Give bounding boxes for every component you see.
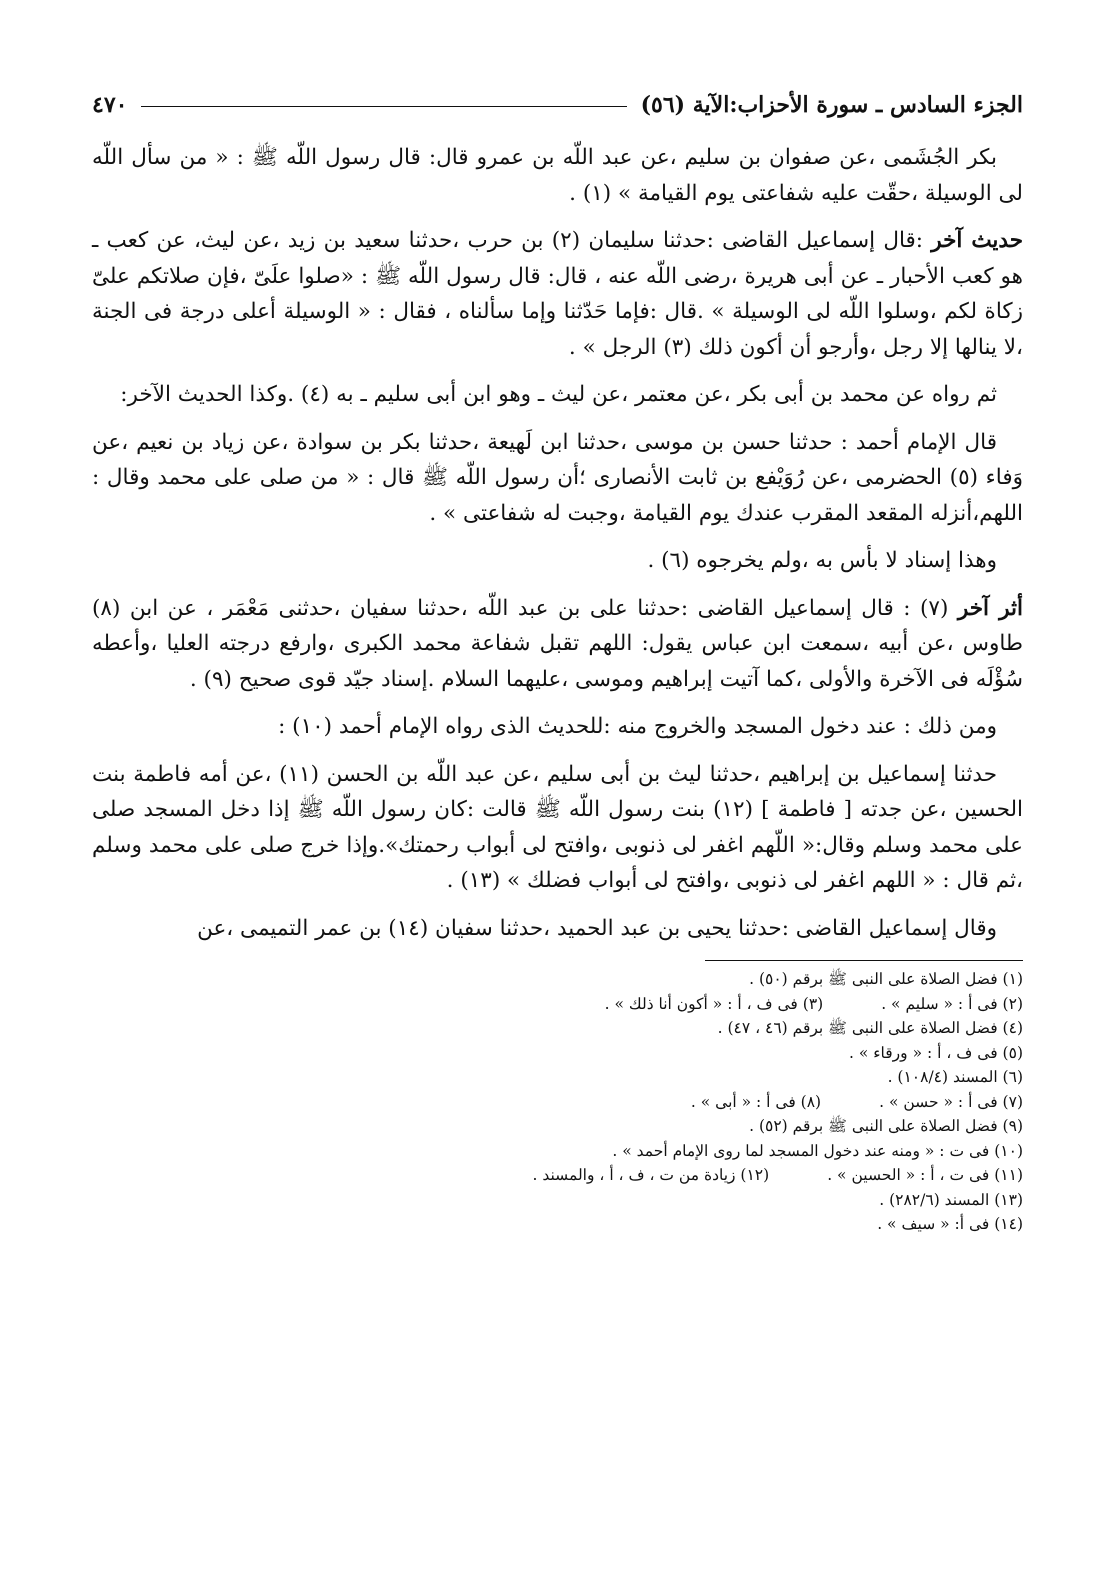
paragraph [92, 140, 1023, 211]
footnote: (١٢) زيادة من ت ، ف ، أ ، والمسند . [532, 1166, 770, 1184]
footnote: (٦) المسند (١٠٨/٤) . [887, 1068, 1023, 1086]
running-header [92, 88, 1023, 122]
footnote-line [92, 1090, 1023, 1115]
footnote: (٤) فضل الصلاة على النبى ﷺ برقم (٤٦ ، ٤٧) . [717, 1019, 1023, 1037]
paragraph-text: (٧) : قال إسماعيل القاضى :حدثنا على بن عبد اللّه ،حدثنا سفيان ،حدثنى مَعْمَر ، عن ابن (٨) طاوس ،عن أبيه ،سمعت ابن عباس يقول: اللهم تقبل شفاعة محمد الكبرى ،وارفع درجته العليا ،وأعطه سُؤْلَه فى الآخرة والأولى ،كما آتيت إبراهيم وموسى ،عليهما السلام .إسناد جيّد قوى صحيح (٩) . [92, 595, 1023, 692]
footnote: (١) فضل الصلاة على النبى ﷺ برقم (٥٠) . [749, 970, 1023, 988]
footnote-line [92, 967, 1023, 992]
footnote: (٧) فى أ : « حسن » . [879, 1092, 1023, 1111]
paragraph-text: :قال إسماعيل القاضى :حدثنا سليمان (٢) بن حرب ،حدثنا سعيد بن زيد ،عن ليث، عن كعب ـ هو كعب الأحبار ـ عن أبى هريرة ،رضى اللّه عنه ، قال: قال رسول اللّه ﷺ : «صلوا علَىّ ،فإن صلاتكم علىّ زكاة لكم ،وسلوا اللّه لى الوسيلة » .قال :فإما حَدّثنا وإما سألناه ، فقال : « الوسيلة أعلى درجة فى الجنة ،لا ينالها إلا رجل ،وأرجو أن أكون ذلك (٣) الرجل » . [92, 228, 1023, 360]
footnote: (١٠) فى ت : « ومنه عند دخول المسجد لما روى الإمام أحمد » . [612, 1141, 1023, 1160]
paragraph [92, 757, 1023, 899]
footnote-line [92, 992, 1023, 1017]
paragraph [92, 425, 1023, 532]
paragraph-lead: حديث آخر [931, 228, 1023, 253]
paragraph-text: ومن ذلك : عند دخول المسجد والخروج منه :للحديث الذى رواه الإمام أحمد (١٠) : [278, 714, 997, 739]
header-rule [141, 106, 626, 107]
paragraph [92, 911, 1023, 947]
paragraph-lead: أثر آخر [957, 595, 1023, 621]
main-text [92, 140, 1023, 946]
footnote-line [92, 1163, 1023, 1188]
page-number: ٤٧٠ [92, 92, 128, 118]
footnote: (٣) فى ف ، أ : « أكون أنا ذلك » . [604, 994, 824, 1013]
paragraph-text: قال الإمام أحمد : حدثنا حسن بن موسى ،حدثنا ابن لَهيعة ،حدثنا بكر بن سوادة ،عن زياد بن نعيم ،عن وَفاء (٥) الحضرمى ،عن رُوَيْفع بن ثابت الأنصارى ؛أن رسول اللّه ﷺ قال : « من صلى على محمد وقال : اللهم،أنزله المقعد المقرب عندك يوم القيامة ،وجبت له شفاعتى » . [92, 429, 1023, 526]
paragraph-text: بكر الجُشَمى ،عن صفوان بن سليم ،عن عبد اللّه بن عمرو قال: قال رسول اللّه ﷺ : « من سأل اللّه لى الوسيلة ،حقّت عليه شفاعتى يوم القيامة » (١) . [92, 145, 1023, 206]
footnote-line [92, 1041, 1023, 1066]
paragraph-text: وقال إسماعيل القاضى :حدثنا يحيى بن عبد الحميد ،حدثنا سفيان (١٤) بن عمر التميمى ،عن [197, 915, 997, 941]
footnote-line [92, 1212, 1023, 1237]
footnote-line [92, 1065, 1023, 1090]
footnote: (١١) فى ت ، أ : « الحسين » . [827, 1166, 1023, 1184]
header-title: الجزء السادس ـ سورة الأحزاب:الآية (٥٦) [640, 92, 1023, 118]
footnote-line [92, 1016, 1023, 1041]
paragraph [92, 543, 1023, 579]
footnote-line [92, 1114, 1023, 1139]
footnote: (١٤) فى أ: « سيف » . [877, 1215, 1023, 1233]
footnotes [92, 967, 1023, 1237]
paragraph [92, 709, 1023, 745]
footnote: (٩) فضل الصلاة على النبى ﷺ برقم (٥٢) . [749, 1117, 1023, 1135]
footnote: (٥) فى ف ، أ : « ورقاء » . [849, 1043, 1023, 1062]
paragraph [92, 223, 1023, 365]
paragraph [92, 591, 1023, 698]
footnote-line [92, 1139, 1023, 1164]
footnote: (٢) فى أ : « سليم » . [881, 994, 1023, 1013]
paragraph [92, 377, 1023, 413]
paragraph-text: ثم رواه عن محمد بن أبى بكر ،عن معتمر ،عن ليث ـ وهو ابن أبى سليم ـ به (٤) .وكذا الحديث الآخر: [120, 382, 997, 407]
paragraph-text: وهذا إسناد لا بأس به ،ولم يخرجوه (٦) . [647, 548, 997, 573]
footnote: (١٣) المسند (٢٨٢/٦) . [879, 1190, 1023, 1209]
paragraph-text: حدثنا إسماعيل بن إبراهيم ،حدثنا ليث بن أبى سليم ،عن عبد اللّه بن الحسن (١١) ،عن أمه فاطمة بنت الحسين ،عن جدته [ فاطمة ] (١٢) بنت رسول اللّه ﷺ قالت :كان رسول اللّه ﷺ إذا دخل المسجد صلى على محمد وسلم وقال:« اللّهم اغفر لى ذنوبى ،وافتح لى أبواب رحمتك».وإذا خرج صلى على محمد وسلم ،ثم قال : « اللهم اغفر لى ذنوبى ،وافتح لى أبواب فضلك » (١٣) . [92, 761, 1023, 893]
footnote: (٨) فى أ : « أبى » . [690, 1092, 822, 1111]
footnote-line [92, 1188, 1023, 1213]
footnote-divider [705, 960, 1023, 961]
